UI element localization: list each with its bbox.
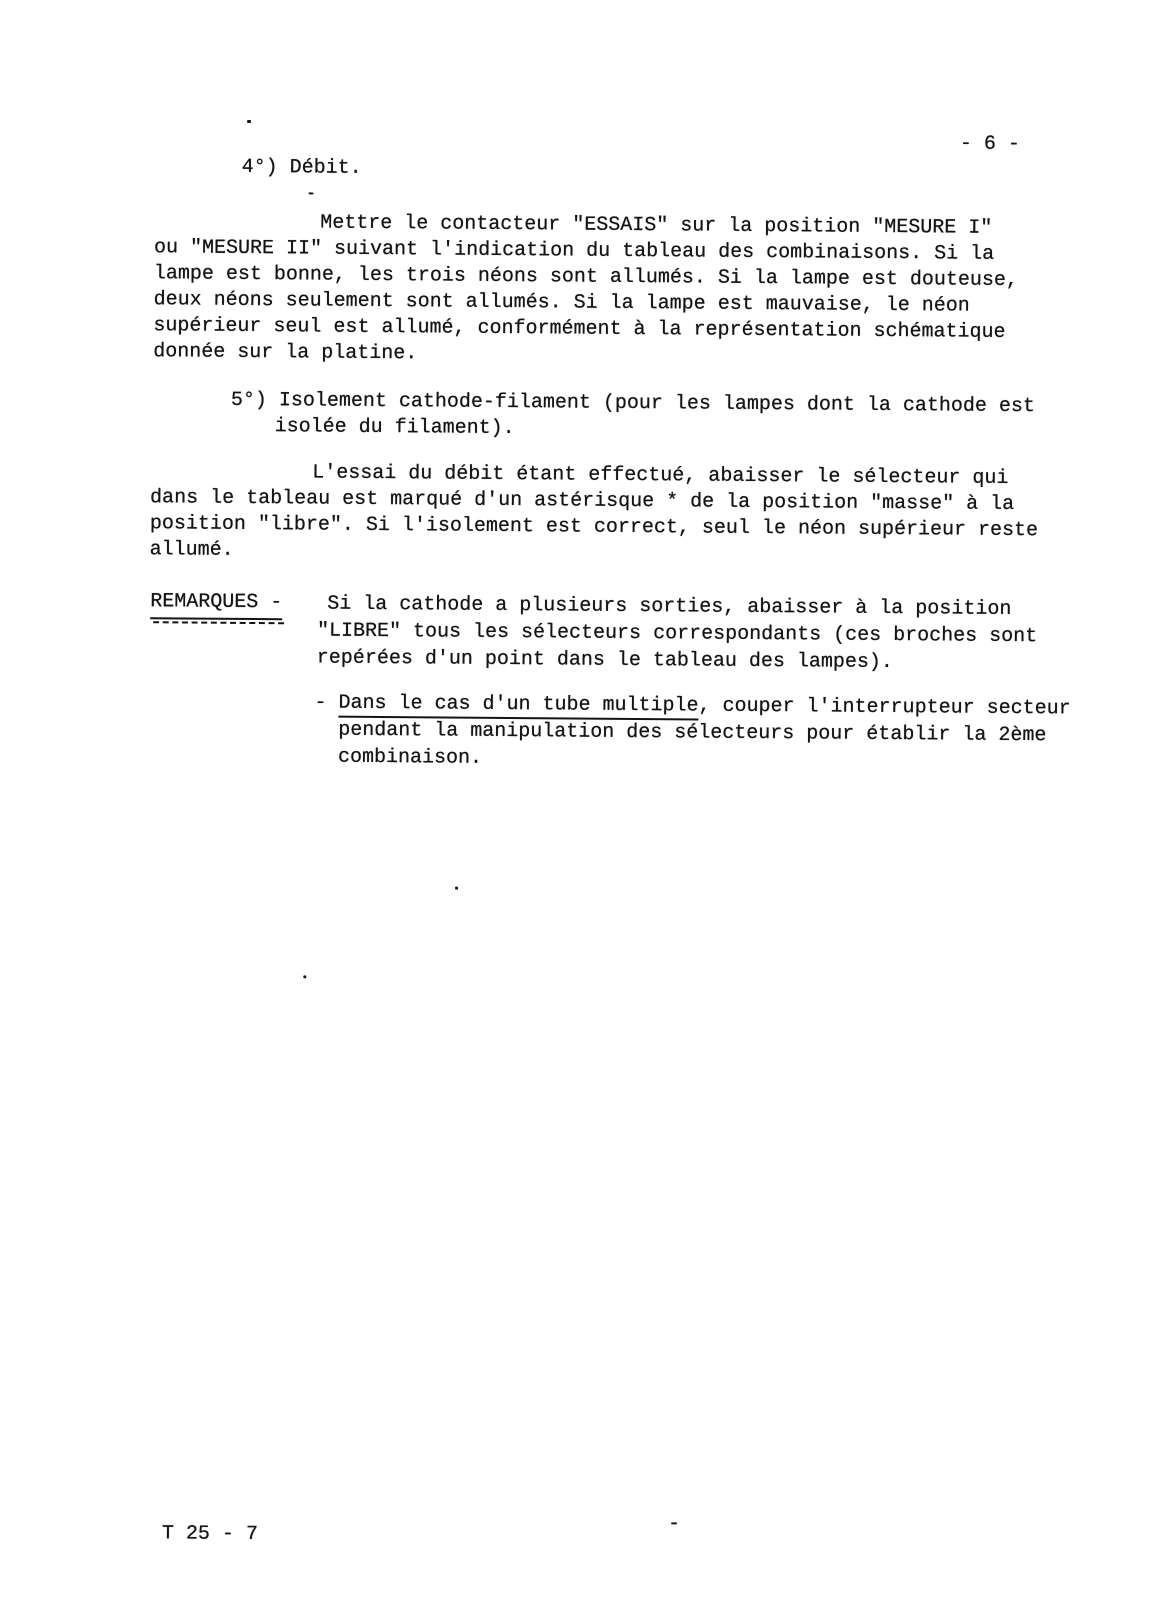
list-dash: -: [314, 691, 327, 715]
remarks-note2: [314, 689, 1071, 776]
scan-speck: [671, 1522, 677, 1524]
page-number: - 6 -: [959, 132, 1021, 157]
section5-heading: [231, 388, 1036, 446]
paragraph-line: position "libre". Si l'isolement est correct, seul le néon supérieur reste: [149, 512, 1039, 543]
scan-speck: [303, 975, 306, 978]
scan-speck: [308, 192, 313, 194]
remarks-label-text: REMARQUES -: [150, 589, 282, 620]
paragraph-text: , couper l'interrupteur secteur: [698, 694, 1071, 721]
paragraph-line: dans le tableau est marqué d'un astérisque * de la position "masse" à la: [150, 486, 1015, 516]
heading-line: 5°) Isolement cathode-filament (pour les lampes dont la cathode est: [230, 388, 1036, 419]
paragraph-line: L'essai du débit étant effectué, abaisser le sélecteur qui: [312, 461, 1009, 490]
paragraph-line: repérées d'un point dans le tableau des lampes).: [316, 646, 894, 675]
scan-speck: [247, 120, 251, 123]
paragraph-line: pendant la manipulation des sélecteurs pour établir la 2ème: [338, 718, 1047, 748]
paragraph-line: lampe est bonne, les trois néons sont allumés. Si la lampe est douteuse,: [153, 262, 1019, 293]
paragraph-line: allumé.: [149, 538, 234, 562]
heading-line: isolée du filament).: [274, 415, 515, 441]
section5-paragraph: [150, 459, 1039, 570]
paragraph-line: combinaison.: [337, 745, 483, 770]
section4-heading: 4°) Débit.: [241, 155, 362, 180]
paragraph-line: "LIBRE" tous les sélecteurs correspondants (ces broches sont: [316, 619, 1038, 649]
remarks-label: [150, 589, 282, 620]
paragraph-line: deux néons seulement sont allumés. Si la lampe est mauvaise, le néon: [153, 288, 970, 318]
paragraph-line: Mettre le contacteur "ESSAIS" sur la position "MESURE I": [320, 211, 993, 240]
scan-speck: [455, 887, 458, 890]
paragraph-line: ou "MESURE II" suivant l'indication du tableau des combinaisons. Si la: [153, 236, 995, 266]
paragraph-line: supérieur seul est allumé, conformément à la représentation schématique: [153, 314, 1006, 344]
paragraph-line: Si la cathode a plusieurs sorties, abaisser à la position: [327, 592, 1012, 621]
remarks-note1: [317, 591, 1038, 678]
footer-reference: T 25 - 7: [161, 1522, 259, 1547]
section4-paragraph: [153, 209, 1018, 372]
underlined-phrase: Dans le cas d'un tube multiple: [338, 692, 698, 721]
paragraph-line: donnée sur la platine.: [153, 340, 418, 366]
